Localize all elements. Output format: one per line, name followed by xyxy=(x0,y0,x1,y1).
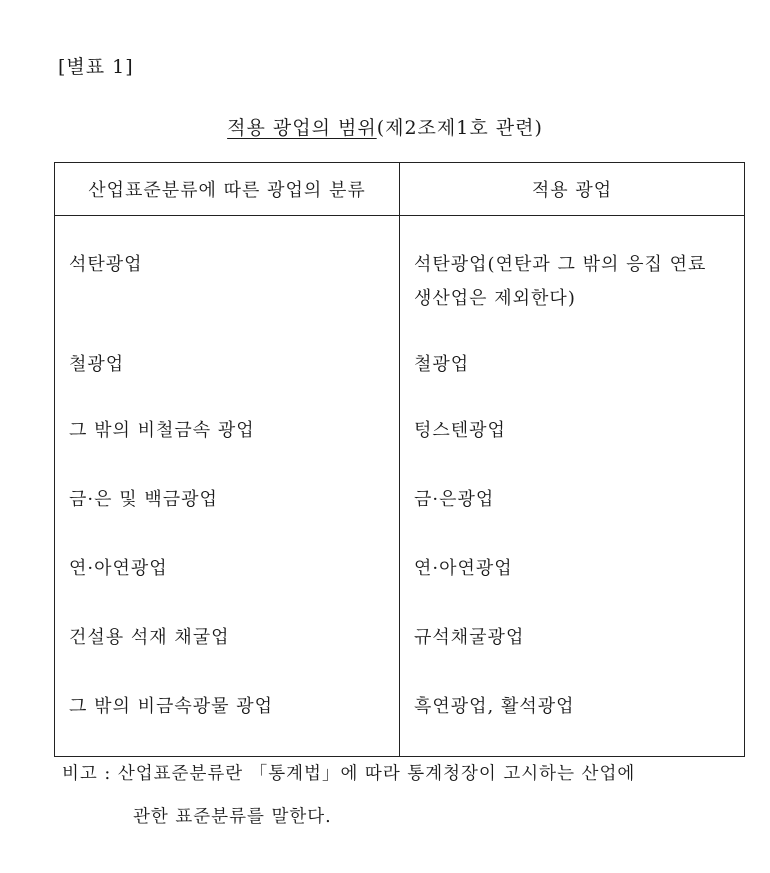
table-row xyxy=(55,534,745,603)
row-classification: 연·아연광업 xyxy=(55,534,400,603)
row-classification: 석탄광업 xyxy=(55,216,400,326)
row-classification: 그 밖의 비철금속 광업 xyxy=(55,396,400,465)
title-main: 적용 광업의 범위 xyxy=(227,117,377,139)
table-row xyxy=(55,672,745,757)
row-classification: 금·은 및 백금광업 xyxy=(55,465,400,534)
row-applicable: 철광업 xyxy=(400,326,745,396)
remark-note: 비고 : 산업표준분류란 「통계법」에 따라 통계청장이 고시하는 산업에 xyxy=(62,764,636,784)
table-row xyxy=(55,326,745,396)
row-classification: 건설용 석재 채굴업 xyxy=(55,603,400,672)
row-applicable: 텅스텐광업 xyxy=(400,396,745,465)
header-classification: 산업표준분류에 따른 광업의 분류 xyxy=(55,163,400,216)
table-row xyxy=(55,603,745,672)
row-applicable: 규석채굴광업 xyxy=(400,603,745,672)
appendix-label: [별표 1] xyxy=(58,56,134,78)
table-row xyxy=(55,465,745,534)
table-row xyxy=(55,396,745,465)
header-applicable-mining: 적용 광업 xyxy=(400,163,745,216)
table-header-row xyxy=(55,163,745,216)
row-classification: 그 밖의 비금속광물 광업 xyxy=(55,672,400,757)
mining-scope-table xyxy=(54,162,745,757)
remark-note-continuation: 관한 표준분류를 말한다. xyxy=(133,807,332,827)
table-row xyxy=(55,216,745,326)
row-applicable: 연·아연광업 xyxy=(400,534,745,603)
document-title xyxy=(0,113,770,140)
row-applicable: 석탄광업(연탄과 그 밖의 응집 연료 생산업은 제외한다) xyxy=(400,216,745,326)
row-applicable: 금·은광업 xyxy=(400,465,745,534)
title-reference: (제2조제1호 관련) xyxy=(376,117,543,139)
row-classification: 철광업 xyxy=(55,326,400,396)
row-applicable: 흑연광업, 활석광업 xyxy=(400,672,745,757)
